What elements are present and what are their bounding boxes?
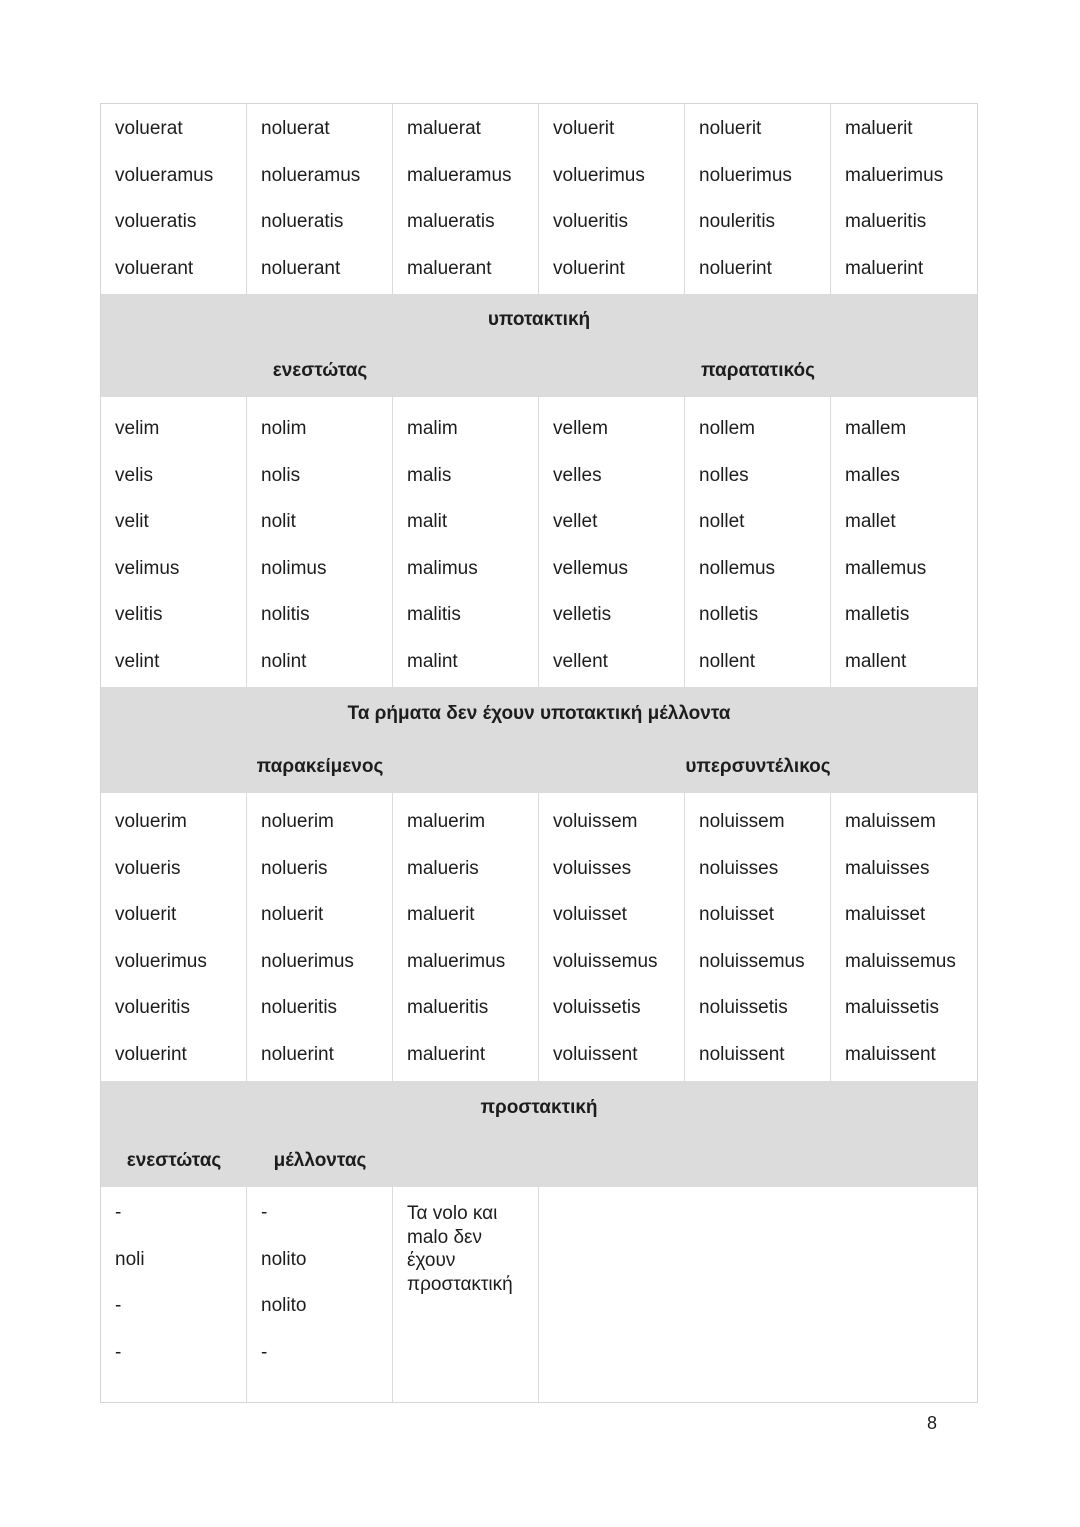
verb-column (101, 104, 247, 294)
verb-form: noluerint (699, 257, 772, 279)
verb-form: noluerim (261, 811, 334, 833)
verb-form: nollemus (699, 557, 776, 579)
verb-form: voluerat (115, 118, 183, 140)
pluperfect-header: υπερσυντέλικος (685, 756, 831, 777)
verb-form: noluerat (261, 118, 330, 140)
verb-form: nolimus (261, 557, 327, 579)
verb-column (393, 397, 539, 687)
verb-form: noluisset (699, 904, 774, 926)
verb-form: vellem (553, 418, 608, 440)
verb-form: nollem (699, 418, 755, 440)
verb-form: nolitis (261, 604, 310, 626)
verb-form: voluisset (553, 904, 627, 926)
verb-form: vellet (553, 511, 598, 533)
subjunctive-tense-band (101, 345, 977, 397)
imperative-future-cell (247, 1187, 393, 1402)
verb-form: nollent (699, 650, 755, 672)
conjugation-table (100, 103, 978, 1403)
verb-form: malueris (407, 857, 479, 879)
verb-form: noluissem (699, 811, 785, 833)
verb-form: maluerimus (845, 164, 944, 186)
verb-form: malimus (407, 557, 478, 579)
verb-form: mallemus (845, 557, 927, 579)
subjunctive-present-header: ενεστώτας (272, 360, 368, 381)
verb-form: nolletis (699, 604, 759, 626)
imperative-future-header: μέλλοντας (273, 1149, 367, 1171)
verb-column (831, 397, 977, 687)
verb-form: nolueramus (261, 164, 361, 186)
verb-form: mallet (845, 511, 896, 533)
verb-column (101, 397, 247, 687)
verb-column (539, 793, 685, 1081)
verb-form: noluissent (699, 1043, 785, 1065)
verb-form: malletis (845, 604, 910, 626)
verb-form: malit (407, 511, 448, 533)
imperative-form: - (115, 1202, 122, 1224)
verb-form: velles (553, 464, 602, 486)
verb-column (247, 793, 393, 1081)
verb-form: mallent (845, 650, 907, 672)
verb-column (539, 397, 685, 687)
imperative-note-cell: Τα volo και malo δεν έχουν προστακτική (393, 1187, 539, 1402)
verb-form: maluisset (845, 904, 926, 926)
imperative-heading-band (101, 1081, 977, 1134)
verb-form: nolint (261, 650, 307, 672)
verb-form: nouleritis (699, 211, 776, 233)
imperative-form: - (261, 1202, 268, 1224)
verb-column (685, 793, 831, 1081)
verb-form: voluerimus (115, 950, 207, 972)
verb-form: volueris (115, 857, 181, 879)
no-future-note-text: Τα ρήματα δεν έχουν υποτακτική μέλλοντα (347, 703, 731, 724)
verb-form: noluerant (261, 257, 341, 279)
verb-form: voluerint (553, 257, 625, 279)
verb-form: nolles (699, 464, 749, 486)
verb-column (393, 104, 539, 294)
verb-column (247, 397, 393, 687)
verb-form: malint (407, 650, 458, 672)
verb-form: maluerimus (407, 950, 506, 972)
verb-form: voluerit (115, 904, 177, 926)
verb-form: velletis (553, 604, 612, 626)
verb-form: noluerimus (261, 950, 354, 972)
imperative-present-header: ενεστώτας (126, 1149, 222, 1171)
verb-column (247, 104, 393, 294)
imperative-empty-cell (539, 1187, 977, 1402)
subjunctive-forms-grid (101, 397, 977, 687)
page-number: 8 (926, 1413, 937, 1433)
verb-form: malueratis (407, 211, 495, 233)
verb-form: nolim (261, 418, 307, 440)
verb-form: maluerant (407, 257, 492, 279)
verb-form: volueritis (553, 211, 628, 233)
no-future-note-band (101, 687, 977, 741)
imperative-form: nolito (261, 1295, 307, 1317)
verb-form: voluerant (115, 257, 194, 279)
verb-form: noluerint (261, 1043, 334, 1065)
imperative-form: - (115, 1341, 122, 1363)
verb-form: malim (407, 418, 458, 440)
subjunctive-title: υποτακτική (487, 308, 591, 330)
verb-form: voluerint (115, 1043, 187, 1065)
verb-form: maluerint (845, 257, 924, 279)
verb-form: malitis (407, 604, 461, 626)
verb-column (393, 793, 539, 1081)
verb-form: mallem (845, 418, 907, 440)
verb-form: maluerit (407, 904, 475, 926)
verb-column (831, 104, 977, 294)
verb-form: maluerint (407, 1043, 486, 1065)
verb-form: malis (407, 464, 452, 486)
indicative-forms-grid (101, 104, 977, 294)
imperative-form: - (261, 1341, 268, 1363)
verb-form: volueratis (115, 211, 197, 233)
verb-form: voluissemus (553, 950, 658, 972)
verb-form: voluissetis (553, 997, 641, 1019)
verb-form: noluissemus (699, 950, 805, 972)
verb-form: voluissent (553, 1043, 638, 1065)
subjunctive-heading-band (101, 294, 977, 345)
verb-form: malueritis (845, 211, 927, 233)
verb-form: maluerit (845, 118, 913, 140)
verb-form: noluerit (699, 118, 762, 140)
verb-form: velitis (115, 604, 163, 626)
verb-form: maluerim (407, 811, 486, 833)
verb-form: nolueratis (261, 211, 344, 233)
verb-form: malueramus (407, 164, 512, 186)
verb-form: voluerimus (553, 164, 645, 186)
imperative-form: noli (115, 1248, 145, 1270)
subjunctive-imperfect-header: παρατατικός (701, 360, 815, 381)
verb-column (831, 793, 977, 1081)
verb-form: malueritis (407, 997, 489, 1019)
verb-form: vellemus (553, 557, 628, 579)
imperative-form: - (115, 1295, 122, 1317)
verb-form: velint (115, 650, 160, 672)
verb-form: voluerim (115, 811, 187, 833)
verb-form: voluerit (553, 118, 615, 140)
imperative-forms-row (101, 1187, 977, 1402)
verb-form: velimus (115, 557, 180, 579)
verb-form: maluissetis (845, 997, 939, 1019)
verb-form: velit (115, 511, 149, 533)
imperative-title: προστακτική (480, 1096, 598, 1118)
verb-form: nolueris (261, 857, 328, 879)
verb-form: maluissent (845, 1043, 936, 1065)
verb-form: maluissem (845, 811, 936, 833)
verb-form: velis (115, 464, 154, 486)
verb-form: noluisses (699, 857, 779, 879)
verb-form: noluissetis (699, 997, 788, 1019)
perfect-forms-grid (101, 793, 977, 1081)
verb-form: maluisses (845, 857, 930, 879)
imperative-present-cell (101, 1187, 247, 1402)
verb-form: nolit (261, 511, 296, 533)
verb-column (539, 104, 685, 294)
verb-form: vellent (553, 650, 608, 672)
verb-form: volueramus (115, 164, 214, 186)
verb-form: malles (845, 464, 900, 486)
verb-form: voluissem (553, 811, 638, 833)
verb-form: maluerat (407, 118, 481, 140)
verb-form: volueritis (115, 997, 190, 1019)
verb-form: voluisses (553, 857, 632, 879)
imperative-tense-band (101, 1134, 977, 1187)
verb-column (685, 104, 831, 294)
verb-form: nolueritis (261, 997, 338, 1019)
perfect-tense-band (101, 741, 977, 793)
imperative-form: nolito (261, 1248, 307, 1270)
perfect-header: παρακείμενος (256, 756, 384, 777)
verb-form: nollet (699, 511, 745, 533)
verb-column (101, 793, 247, 1081)
verb-column (685, 397, 831, 687)
verb-form: nolis (261, 464, 301, 486)
verb-form: noluerit (261, 904, 324, 926)
verb-form: maluissemus (845, 950, 956, 972)
verb-form: velim (115, 418, 160, 440)
verb-form: noluerimus (699, 164, 792, 186)
